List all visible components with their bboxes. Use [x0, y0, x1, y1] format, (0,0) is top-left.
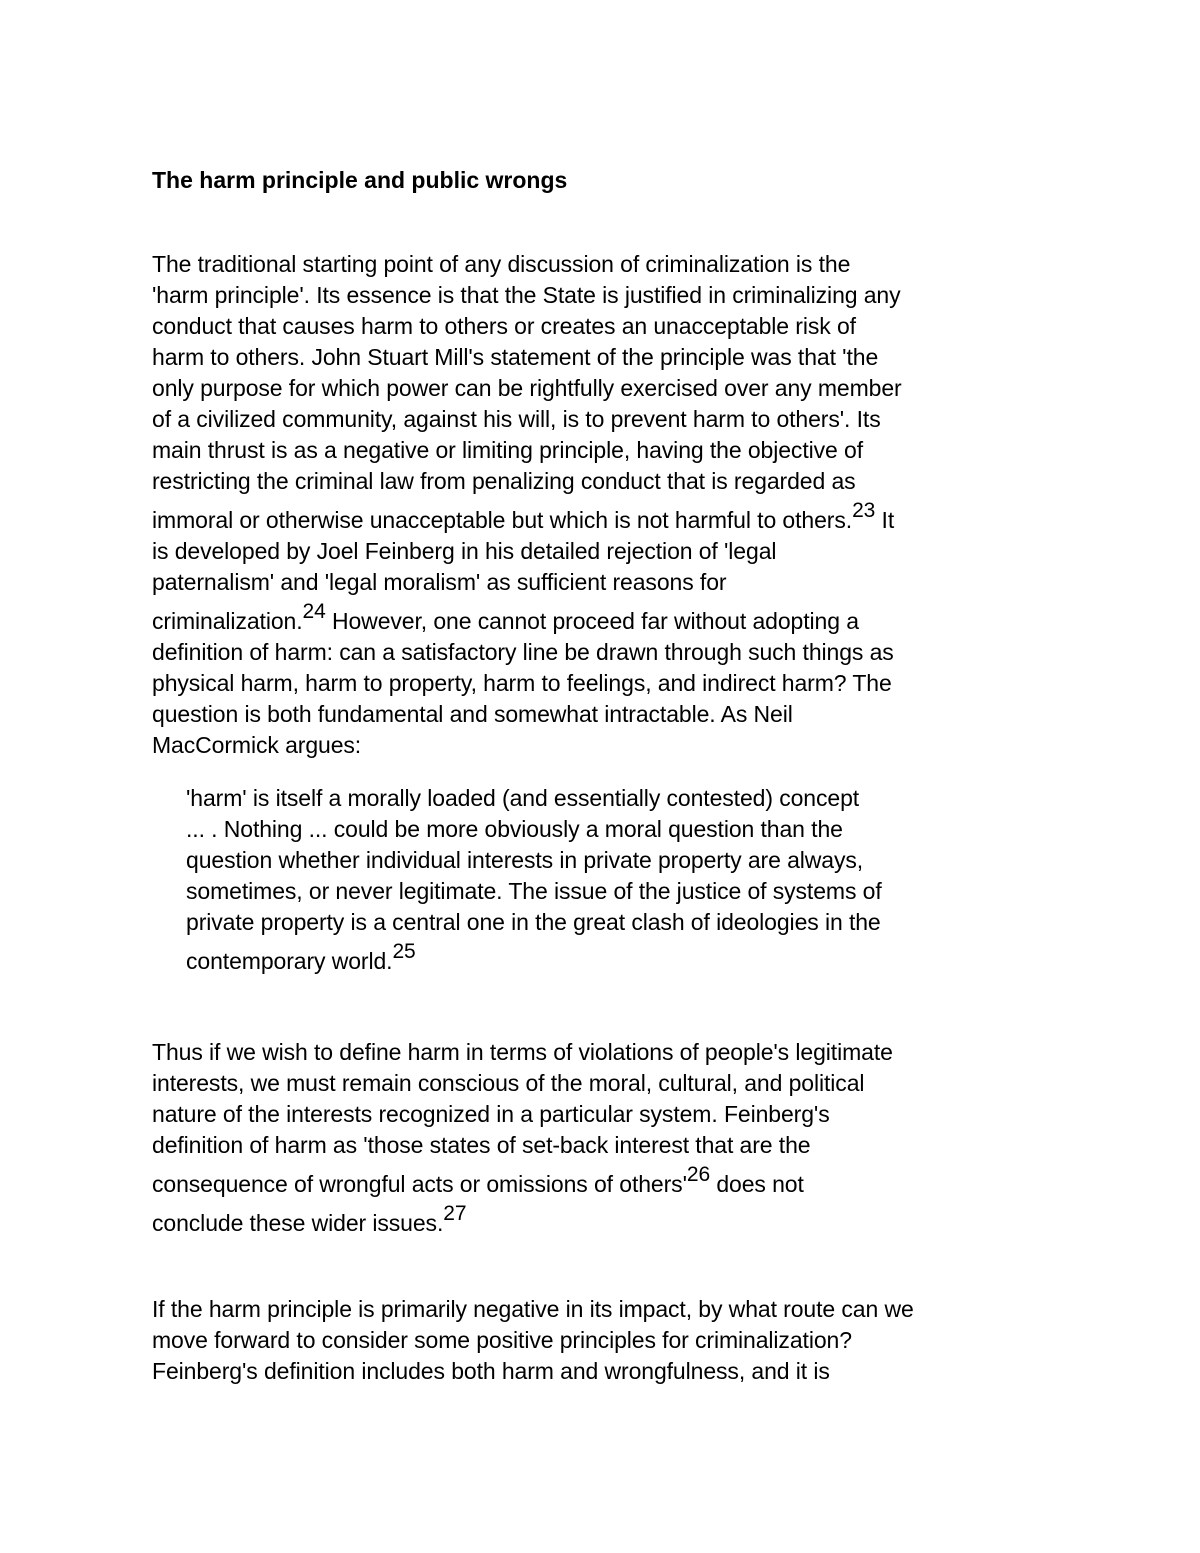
text-line: definition of harm as 'those states of set-back interest that are the [152, 1132, 811, 1158]
quote-line: question whether individual interests in private property are always, [186, 847, 864, 873]
text-line: restricting the criminal law from penalizing conduct that is regarded as [152, 468, 856, 494]
text-line: move forward to consider some positive principles for criminalization? [152, 1327, 852, 1353]
footnote-ref-25: 25 [392, 940, 416, 964]
text-segment: consequence of wrongful acts or omissions of others' [152, 1171, 687, 1197]
text-line: harm to others. John Stuart Mill's statement of the principle was that 'the [152, 344, 879, 370]
text-segment: criminalization. [152, 608, 303, 634]
text-segment: immoral or otherwise unacceptable but which is not harmful to others. [152, 507, 853, 533]
text-line: only purpose for which power can be rightfully exercised over any member [152, 375, 902, 401]
text-line [152, 499, 1052, 536]
quote-line: private property is a central one in the great clash of ideologies in the [186, 909, 881, 935]
text-line: Feinberg's definition includes both harm and wrongfulness, and it is [152, 1358, 830, 1384]
text-segment: However, one cannot proceed far without adopting a [325, 608, 859, 634]
text-line: paternalism' and 'legal moralism' as sufficient reasons for [152, 569, 727, 595]
text-line [152, 600, 1052, 637]
footnote-ref-23: 23 [852, 499, 876, 523]
text-line [152, 1163, 1052, 1200]
text-line: 'harm principle'. Its essence is that the State is justified in criminalizing any [152, 282, 901, 308]
footnote-ref-24: 24 [302, 600, 326, 624]
footnote-ref-26: 26 [686, 1163, 711, 1187]
text-segment: It [875, 507, 895, 533]
footnote-ref-27: 27 [443, 1202, 467, 1226]
paragraph-3 [152, 1294, 1052, 1387]
text-line: definition of harm: can a satisfactory line be drawn through such things as [152, 639, 894, 665]
paragraph-1 [152, 249, 1052, 761]
block-quote [186, 783, 1052, 977]
text-line: conduct that causes harm to others or creates an unacceptable risk of [152, 313, 856, 339]
text-segment: does not [710, 1171, 804, 1197]
text-line: is developed by Joel Feinberg in his detailed rejection of 'legal [152, 538, 777, 564]
text-line: If the harm principle is primarily negative in its impact, by what route can we [152, 1296, 914, 1322]
quote-line: ... . Nothing ... could be more obviously a moral question than the [186, 816, 843, 842]
text-line: of a civilized community, against his will, is to prevent harm to others'. Its [152, 406, 881, 432]
text-segment: contemporary world. [186, 948, 393, 974]
quote-line: 'harm' is itself a morally loaded (and essentially contested) concept [186, 785, 860, 811]
text-line: physical harm, harm to property, harm to feelings, and indirect harm? The [152, 670, 892, 696]
text-line: question is both fundamental and somewhat intractable. As Neil [152, 701, 793, 727]
text-line: The traditional starting point of any discussion of criminalization is the [152, 251, 851, 277]
text-segment: conclude these wider issues. [152, 1210, 444, 1236]
text-line: nature of the interests recognized in a particular system. Feinberg's [152, 1101, 830, 1127]
quote-line [186, 940, 1052, 977]
document-title: The harm principle and public wrongs [152, 167, 568, 193]
paragraph-2 [152, 1037, 1052, 1239]
quote-line: sometimes, or never legitimate. The issue of the justice of systems of [186, 878, 882, 904]
text-line: interests, we must remain conscious of the moral, cultural, and political [152, 1070, 865, 1096]
text-line: MacCormick argues: [152, 732, 362, 758]
text-line: Thus if we wish to define harm in terms of violations of people's legitimate [152, 1039, 893, 1065]
text-line: main thrust is as a negative or limiting principle, having the objective of [152, 437, 863, 463]
text-line [152, 1202, 1052, 1239]
